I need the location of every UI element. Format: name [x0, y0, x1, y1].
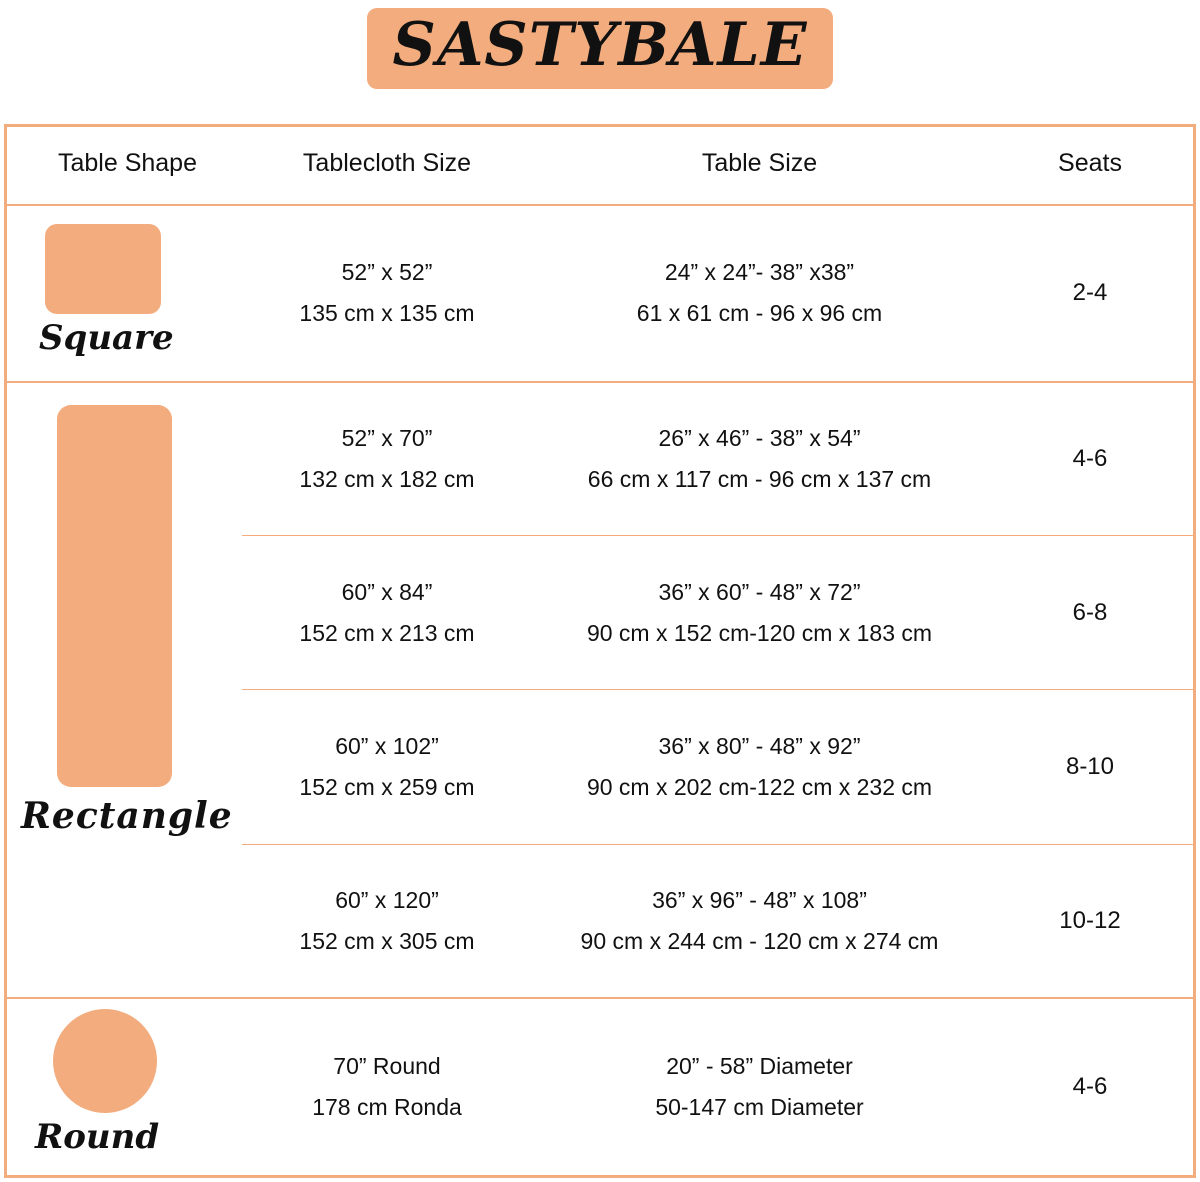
- circle-swatch-icon: [53, 1009, 157, 1113]
- tablecloth-inches: 60” x 102”: [335, 733, 439, 759]
- cell-seats: 6-8: [987, 536, 1193, 690]
- cell-seats: 2-4: [1072, 279, 1108, 307]
- shape-cell-rectangle: [7, 382, 242, 998]
- shape-label-square: Square: [39, 318, 174, 358]
- brand-name: SASTYBALE: [392, 10, 808, 80]
- table-header-row: [7, 127, 1193, 205]
- table-cm: 61 x 61 cm - 96 x 96 cm: [636, 300, 883, 327]
- cell-tablecloth-size: [242, 690, 532, 844]
- table-inches: 36” x 80” - 48” x 92”: [658, 733, 861, 759]
- tablecloth-cm: 132 cm x 182 cm: [299, 466, 475, 493]
- cell-table-size: [532, 536, 987, 690]
- shape-label-rectangle: Rectangle: [21, 794, 233, 837]
- cell-tablecloth-size: [242, 205, 532, 382]
- table-inches: 36” x 60” - 48” x 72”: [658, 578, 861, 605]
- cell-tablecloth-size: [242, 998, 532, 1175]
- header-tablecloth-size: Tablecloth Size: [242, 127, 532, 205]
- cell-table-size: [532, 205, 987, 382]
- cell-table-size: [532, 998, 987, 1175]
- size-chart-table: [7, 127, 1193, 1175]
- tablecloth-cm: 178 cm Ronda: [312, 1094, 462, 1121]
- brand-badge: [367, 8, 834, 89]
- rectangle-swatch-icon: [57, 405, 172, 787]
- cell-table-size: [532, 844, 987, 998]
- shape-label-round: Round: [35, 1117, 160, 1158]
- size-chart-frame: [4, 124, 1196, 1178]
- tablecloth-cm: 152 cm x 259 cm: [299, 774, 475, 800]
- header-table-size: Table Size: [532, 127, 987, 205]
- cell-seats: 4-6: [987, 998, 1193, 1175]
- tablecloth-inches: 60” x 120”: [335, 886, 439, 913]
- cell-tablecloth-size: [242, 844, 532, 998]
- table-cm: 66 cm x 117 cm - 96 cm x 137 cm: [587, 466, 932, 493]
- table-row: [7, 382, 1193, 536]
- table-cm: 90 cm x 152 cm-120 cm x 183 cm: [586, 619, 933, 646]
- square-swatch-icon: [45, 224, 161, 314]
- shape-cell-round: [7, 998, 242, 1175]
- tablecloth-cm: 135 cm x 135 cm: [299, 300, 475, 327]
- tablecloth-inches: 52” x 52”: [341, 259, 433, 286]
- table-inches: 36” x 96” - 48” x 108”: [652, 886, 867, 913]
- table-inches: 26” x 46” - 38” x 54”: [658, 425, 861, 452]
- table-inches: 24” x 24”- 38” x38”: [664, 259, 855, 286]
- cell-seats: 4-6: [987, 382, 1193, 536]
- cell-tablecloth-size: [242, 382, 532, 536]
- header-seats: Seats: [987, 127, 1193, 205]
- table-cm: 90 cm x 244 cm - 120 cm x 274 cm: [580, 927, 939, 954]
- tablecloth-cm: 152 cm x 305 cm: [299, 927, 475, 954]
- header-table-shape: Table Shape: [7, 127, 242, 205]
- cell-seats: 8-10: [987, 690, 1193, 844]
- tablecloth-cm: 152 cm x 213 cm: [299, 619, 475, 646]
- brand-banner: [0, 0, 1200, 118]
- cell-table-size: [532, 690, 987, 844]
- table-cm: 50-147 cm Diameter: [655, 1094, 864, 1121]
- cell-table-size: [532, 382, 987, 536]
- tablecloth-inches: 52” x 70”: [341, 425, 433, 452]
- shape-cell-square: [7, 205, 242, 382]
- cell-tablecloth-size: [242, 536, 532, 690]
- table-inches: 20” - 58” Diameter: [666, 1053, 853, 1080]
- tablecloth-inches: 60” x 84”: [341, 578, 433, 605]
- cell-seats: 10-12: [987, 844, 1193, 998]
- table-cm: 90 cm x 202 cm-122 cm x 232 cm: [586, 774, 933, 800]
- tablecloth-inches: 70” Round: [333, 1053, 441, 1080]
- table-row: [7, 998, 1193, 1175]
- table-row: [7, 205, 1193, 382]
